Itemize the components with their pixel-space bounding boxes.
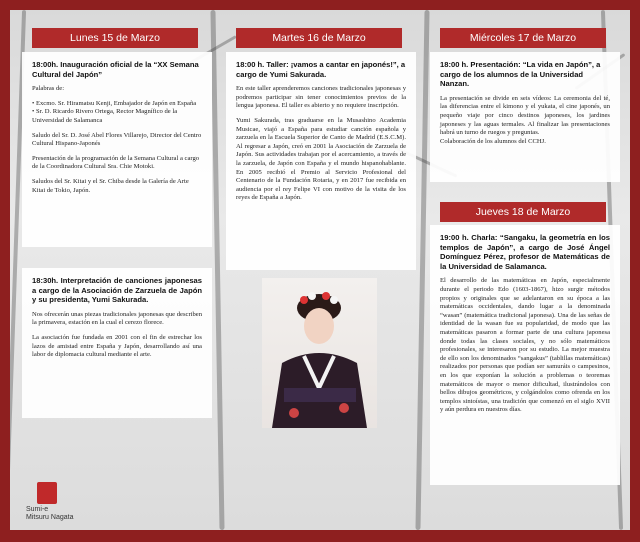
bamboo-stroke: [415, 10, 429, 530]
tuesday-p1: En este taller aprenderemos canciones tradicionales japonesas y podremos participar sin tener conocimientos previos de la lengua japonesa. El taller es abierto y no requiere inscripción.: [236, 85, 406, 110]
monday-card-2: [22, 268, 212, 418]
face-shape: [304, 308, 334, 344]
wednesday-p2: Colaboración de los alumnos del CCHJ.: [440, 137, 546, 145]
monday-event2-title: 18:30h. Interpretación de canciones japonesas a cargo de la Asociación de Zarzuela de Japón y su presidenta, Yumi Sakurada.: [32, 276, 202, 305]
monday-event1-title: 18:00h. Inauguración oficial de la “XX Semana Cultural del Japón”: [32, 60, 199, 79]
monday-event2-p1: Nos ofrecerán unas piezas tradicionales japonesas que describen la primavera, estación en la cual el cerezo florece.: [32, 310, 202, 327]
monday-intro: Palabras de:: [32, 85, 65, 93]
monday-gallery: Saludos del Sr. Kitai y el Sr. Chiba desde la Galería de Arte Kitai de Tokio, Japón.: [32, 177, 189, 194]
monday-speaker-1: • Excmo. Sr. Hiramatsu Kenji, Embajador de Japón en España: [32, 99, 197, 107]
tuesday-card: [226, 52, 416, 270]
monday-card-1: [22, 52, 212, 247]
monday-event2-p2: La asociación fue fundada en 2001 con el fin de estrechar los lazos de amistad entre España y Japón, desarrollando así una labor de diplomacia cultural mediante el arte.: [32, 333, 202, 359]
thursday-title: 19:00 h. Charla: “Sangaku, la geometría en los templos de Japón”, a cargo de José Ángel Domínguez Pérez, profesor de Matemáticas de la Universidad de Salamanca.: [440, 233, 610, 271]
tuesday-header: Martes 16 de Marzo: [236, 28, 402, 48]
signature-line-1: Sumi-e: [26, 506, 49, 513]
tuesday-p2: Yumi Sakurada, tras graduarse en la Musashino Academia Musicae, viajó a España para estudiar canción española y zarzuela en la Escuela Superior de Canto de Madrid (E.S.C.M). Al regresar a Japón, creó en 2001 la Asociación de Zarzuela de Japón. Sus actividades trabajan por el acercamiento, a través de la zarzuela, de Japón con España y el mundo hispanohablante. En 2005 recibió el Premio al Servicio Profesional del Centenario de la Fundación Rotaria, y en 2017 fue recibida en audiencia por el rey Felipe VI con motivo de la visita de los reyes de España a Japón.: [236, 116, 406, 202]
monday-header: Lunes 15 de Marzo: [32, 28, 198, 48]
wednesday-p1: La presentación se divide en seis vídeos: La ceremonia del té, las diferencias entre el kimono y el yukata, el cine japonés, un pequeño viaje por cinco destinos japoneses, los jardines japoneses y las aguas termales. Al finalizar las presentaciones habrá un turno de ruegos y preguntas.: [440, 94, 610, 137]
bamboo-stroke: [210, 10, 224, 530]
sumi-e-seal-logo: [37, 482, 57, 504]
thursday-card: [430, 225, 620, 485]
thursday-header: Jueves 18 de Marzo: [440, 202, 606, 222]
monday-greeting: Saludo del Sr. D. José Abel Flores Villarejo, Director del Centro Cultural Hispano-Japonés: [32, 131, 202, 148]
wednesday-header: Miércoles 17 de Marzo: [440, 28, 606, 48]
yumi-sakurada-photo: [262, 278, 377, 428]
thursday-p1: El desarrollo de las matemáticas en Japón, especialmente durante el periodo Edo (1603-1867), hizo surgir métodos propios y originales que se adelantaron en su época a las matemáticas occidentales, dando lugar a la denominada “wasan” (matemática tradicional japonesa). Una de las señas de identidad de la wasan fue su popularidad, de modo que las matemáticas pasaron a formar parte de una cultura japonesa donde todas las clases sociales, y no sólo matemáticos profesionales, se interesaron por su estudio. La mejor muestra de ello son los denominados “sangakus” (tablillas matemáticas) realizados por personas que podían ser samuráis o campesinos, en los que exponían la solución a problemas o teoremas matemáticos de mayor o menor dificultad, ilustrándolos con bellos dibujos geométricos, y colgándolos como ofrenda en los templos sintoístas, una tradición que comenzó en el siglo XVII y aún perdura en nuestros días.: [440, 277, 610, 414]
portrait-illustration: [262, 278, 377, 428]
signature-line-2: Mitsuru Nagata: [26, 514, 74, 521]
signature-block: [26, 506, 86, 522]
wednesday-card: [430, 52, 620, 182]
tuesday-title: 18:00 h. Taller: ¡vamos a cantar en japonés!”, a cargo de Yumi Sakurada.: [236, 60, 406, 79]
wednesday-title: 18:00 h. Presentación: “La vida en Japón”, a cargo de los alumnos de la Universidad Nanzan.: [440, 60, 601, 89]
monday-presentation: Presentación de la programación de la Semana Cultural a cargo de la Coordinadora Cultural Sra. Chie Motoki.: [32, 154, 200, 171]
monday-speaker-2: • Sr. D. Ricardo Rivero Ortega, Rector Magnífico de la Universidad de Salamanca: [32, 108, 178, 124]
